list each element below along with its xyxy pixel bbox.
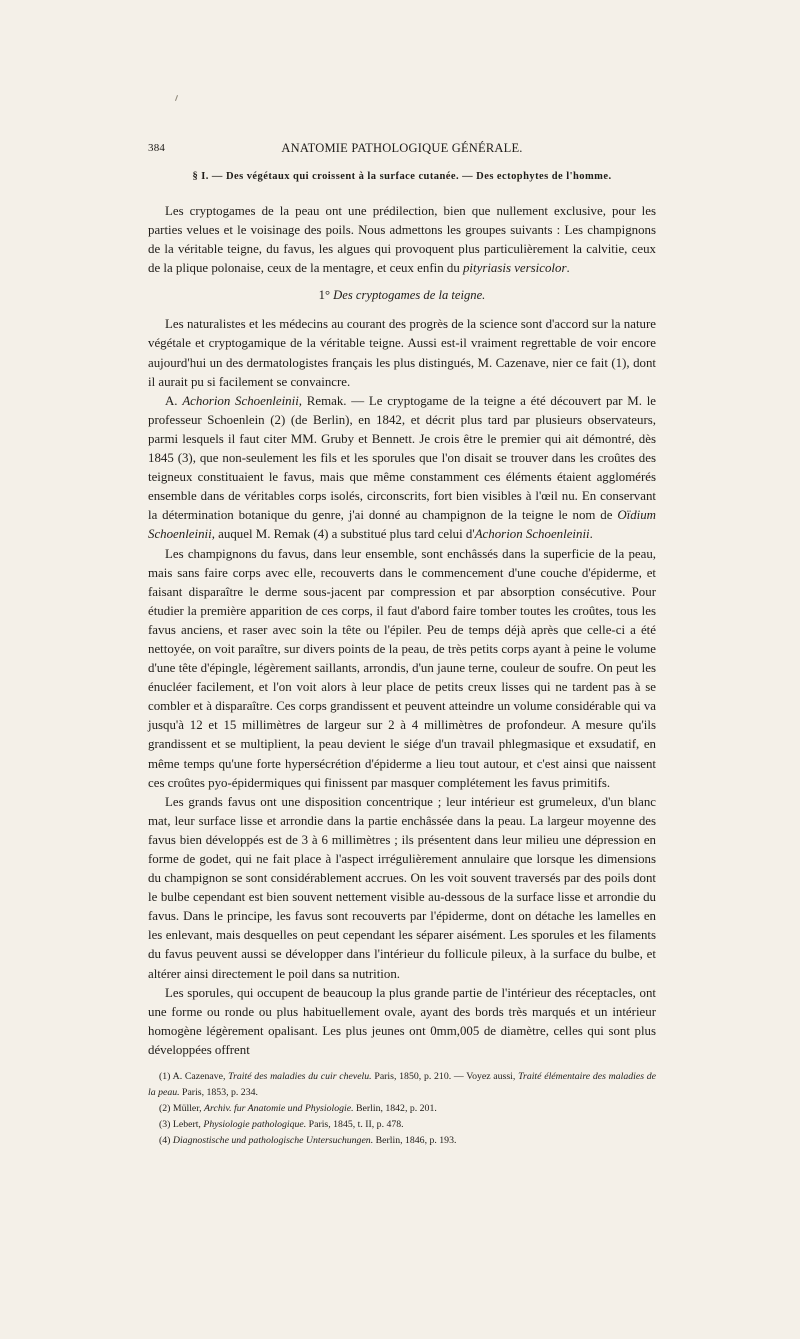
paragraph-text: Remak. — Le cryptogame de la teigne a été découvert par M. le professeur Schoenlein (2) (de Berlin), en 1842, et décrit plus tard par plusieurs observateurs, parmi lesquels il faut citer MM. Gruby et Bennett. Je crois être le premier qui ait démontré, dès 1845 (3), que non-seulement les fils et les sporules que l'on disait se trouver dans les croûtes des teigneux constituaient le favus, mais que même constamment ces éléments étaient agglomérés ensemble dans de véritables corps isolés, circonscrits, fort bien visibles à l'œil nu. En conservant la détermination botanique du genre, j'ai donné au champignon de la teigne le nom de [148,393,656,523]
footnote-text: (3) Lebert, [159,1118,204,1130]
paragraph-text: Les naturalistes et les médecins au courant des progrès de la science sont d'accord sur la nature végétale et cryptogamique de la véritable teigne. Aussi est-il vraiment regrettable de voir encore aujourd'hui un des dermatologistes français les plus distingués, M. Cazenave, nier ce fait (1), dont il aurait pu si facilement se convaincre. [148,317,656,389]
paragraph [148,793,656,984]
footnote [148,1117,656,1133]
paragraph-text: Les grands favus ont une disposition concentrique ; leur intérieur est grumeleux, d'un blanc mat, leur surface lisse et arrondie dans la partie enchâssée dans la peau. La largeur moyenne des favus bien développés est de 3 à 6 millimètres ; ils présentent dans leur milieu une dépression en forme de godet, qui ne fait place à l'aspect irrégulièrement annulaire que lorsque les dimensions du champignon se sont considérablement accrues. On les voit souvent traversés par des poils dont le bulbe cependant est bien souvent nettement visible au-dessous de la surface lisse et arrondie du favus. Dans le principe, les favus sont recouverts par l'épiderme, dont on détache les lamelles en les enlevant, mais desquelles on peut cependant les séparer aisément. Les sporules et les filaments du favus peuvent aussi se développer dans l'intérieur du follicule pileux, à la surface du bulbe, et altérer ainsi directement le poil dans sa nutrition. [148,794,656,981]
paragraph [148,315,656,391]
subsection-title: Des cryptogames de la teigne. [333,288,486,303]
paragraph-prefix: A. [165,393,183,408]
paragraph-text: auquel M. Remak (4) a substitué plus tard celui d' [214,527,475,542]
paragraph-text: Les sporules, qui occupent de beaucoup la plus grande partie de l'intérieur des réceptacles, ont une forme ou ronde ou plus habituellement ovale, ayant des bords très marqués et un intérieur homogène légèrement opalisant. Les plus jeunes ont 0mm,005 de diamètre, celles qui sont plus développées offrent [148,985,656,1057]
section-heading: § I. — Des végétaux qui croissent à la surface cutanée. — Des ectophytes de l'homme. [192,171,612,182]
footnote-text: Paris, 1850, p. 210. — Voyez aussi, [371,1071,519,1083]
paragraph [148,392,656,545]
page-number: 384 [148,142,166,154]
subsection-number: 1° [318,288,331,303]
footnote [148,1101,656,1117]
body-text [148,202,656,1060]
footnote-text: (1) A. Cazenave, [159,1071,229,1083]
footnote-text: (2) Müller, [159,1102,205,1114]
footnote-text: Paris, 1845, t. II, p. 478. [306,1118,404,1130]
footnote [148,1069,656,1101]
footnote-italic: Physiologie pathologique. [203,1118,307,1130]
paragraph-text: Les champignons du favus, dans leur ensemble, sont enchâssés dans la superficie de la peau, mais sans faire corps avec elle, recouverts dans le commencement d'une couche d'épiderme, et faisant disparaître le derme sous-jacent par compression et par absorption consécutive. Pour étudier la première apparition de ces corps, il faut d'abord faire tomber toutes les croûtes, tous les favus anciens, et raser avec soin la tête ou l'épiler. Peu de temps déjà après que celle-ci a été nettoyée, on voit paraître, sur divers points de la peau, de très petits corps ayant à peine le volume d'une tête d'épingle, légèrement saillants, arrondis, d'un jaune terne, couleur de soufre. On peut les énucléer facilement, et l'on voit alors à leur place de petits creux lisses qui ne tardent pas à se combler et à disparaître. Ces corps grandissent et peuvent atteindre un volume considérable qui va jusqu'à 12 et 15 millimètres de largeur sur 2 à 4 millimètres de profondeur. A mesure qu'ils grandissent et se multiplient, la peau devient le siége d'un travail phlegmasique et exsudatif, en même temps qu'une forte hypersécrétion d'épiderme a lieu tout autour, et c'est ainsi que naissent ces croûtes pyo-épidermiques qui finissent par masquer complétement les favus primitifs. [148,546,656,790]
running-title: ANATOMIE PATHOLOGIQUE GÉNÉRALE. [281,141,523,155]
subsection-heading [148,286,656,305]
italic-term: pityriasis versicolor [462,261,567,276]
paragraph [148,984,656,1060]
paragraph [148,545,656,793]
footnote-italic: Traité élémentaire des maladies de la peau. [148,1071,657,1098]
paragraph-text: . [566,261,570,276]
ink-mark [175,95,178,101]
footnote-italic: Archiv. fur Anatomie und Physiologie. [204,1102,354,1114]
italic-term: Oïdium Schoenleinii, [148,508,656,542]
footnote-text: (4) [159,1134,173,1146]
paragraph [148,202,656,278]
footnotes [148,1069,656,1149]
italic-term: Achorion Schoenleinii, [182,393,302,408]
footnote-italic: Traité des maladies du cuir chevelu. [228,1071,372,1083]
footnote-italic: Diagnostische und pathologische Untersuchungen. [172,1134,374,1146]
running-header [148,140,656,162]
book-page [148,140,656,1149]
footnote-text: Berlin, 1846, p. 193. [373,1134,457,1146]
paragraph-text: Les cryptogames de la peau ont une prédilection, bien que nullement exclusive, pour les parties velues et le voisinage des poils. Nous admettons les groupes suivants : Les champignons de la véritable teigne, du favus, les algues qui provoquent plus particulièrement la calvitie, ceux de la plique polonaise, ceux de la mentagre, et ceux enfin du [148,204,656,276]
footnote [148,1133,656,1149]
footnote-text: Berlin, 1842, p. 201. [353,1102,437,1114]
footnote-text: Paris, 1853, p. 234. [179,1086,258,1098]
italic-term: Achorion Schoenleinii [474,527,590,542]
paragraph-text: . [589,527,593,542]
